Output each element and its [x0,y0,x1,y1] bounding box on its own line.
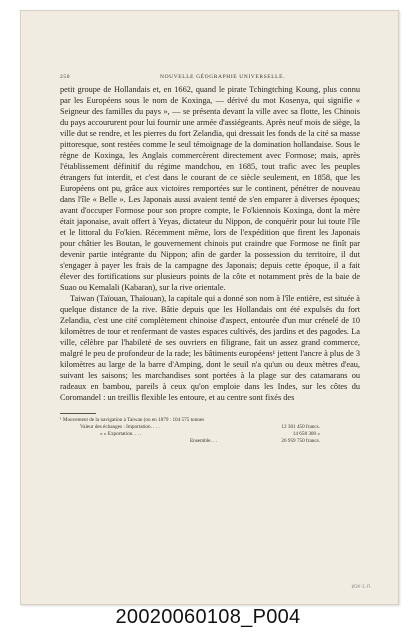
page-content [60,74,372,445]
footnote-value: 12 301 450 francs. [281,424,320,430]
running-title: NOUVELLE GÉOGRAPHIE UNIVERSELLE. [160,74,286,80]
footnote-row [60,438,360,445]
footnote-row [60,431,360,438]
footnote-text: ¹ Mouvement de la navigation à Taiwan (ou en 1879 : 104 575 tonnes [60,417,205,423]
footnote-label: Ensemble. . . [190,438,217,444]
footnote [60,417,360,445]
body-paragraph: petit groupe de Hollandais et, en 1662, quand le pirate Tchingtching Koung, plus connu par les Européens sous le nom de Koxinga, — dérivé du mot Kosenya, qui signifie « Seigneur des familles du pays », — se présenta devant la ville avec sa flotte, les Chinois du pays accoururent pour lui fournir une armée d'assiégeants. Après neuf mois de siège, la ville dut se rendre, et les pierres du fort Zelandia, qui dressait les fonds de la cité sa masse pittoresque, sont restées comme le seul témoignage de la domination hollandaise. Sous le règne de Koxinga, les Anglais commercèrent directement avec Formose; mais, après l'établissement définitif du régime mandchou, en 1685, tout trafic avec les peuples étrangers fut interdit, et c'est dans le courant de ce siècle seulement, en 1858, que les Européens ont pu, grâce aux victoires remportées sur le continent, pénétrer de nouveau dans l'île « Belle ». Les Japonais aussi avaient tenté de s'en emparer à diverses époques; avant d'occuper Formose pour son propre compte, le Fo'kiennois Koxinga, dont la mère était japonaise, avait offert à Yeyas, dictateur du Nippon, de conquérir pour lui toute l'île et le littoral du Fo'kien. Récemment même, lors de l'expédition que firent les Japonais pour châtier les Boutan, le gouvernement chinois put craindre que Formose ne finît par devenir partie intégrante du Nippon; afin de garder la possession du territoire, il dut s'engager à payer les frais de la campagne des Japonais; depuis cette époque, il a fait élever des fortifications sur plusieurs points de la côte et notamment près de la baie de Suao ou Kemalali (Kabaran), sur la rive orientale. [60,85,360,292]
footnote-line [60,417,360,424]
scanned-page [20,10,399,605]
footnote-label: » » Exportation. . . . [100,431,142,437]
page-number: 250 [60,74,71,80]
archive-mark: ИЗУ-1-П [351,585,370,590]
footnote-label: Valeur des échanges : Importation. . . . [80,424,160,430]
footnote-rule [60,413,96,414]
footnote-value: 14 658 300 » [292,431,320,437]
image-caption: 20020060108_P004 [115,606,301,628]
footnote-value: 26 959 750 francs. [281,438,320,444]
footnote-row [60,424,360,431]
body-paragraph: Taiwan (Taïouan, Thaïouan), la capitale qui a donné son nom à l'île entière, est située à quelque distance de la rive. Bâtie depuis que les Hollandais ont été expulsés du fort Zelandia, c'est une cité complètement chinoise d'aspect, entourée d'un mur crénelé de 10 kilomètres de tour et renfermant de vastes espaces cultivés, des jardins et des pagodes. La ville, célèbre par l'habileté de ses ouvriers en filigrane, fait un assez grand commerce, malgré le peu de profondeur de la rade; les bâtiments européens¹ jettent l'ancre à plus de 3 kilomètres au large de la barre d'Amping, dont le seuil n'a qu'un ou deux mètres d'eau, suivant les saisons; les marchandises sont portées à la plage sur des catamarans ou radeaux en bambou, pareils à ceux qu'on emploie dans les Indes, sur les côtes du Coromandel : un treillis flexible les entoure, et au centre sont fixés des [60,294,360,402]
